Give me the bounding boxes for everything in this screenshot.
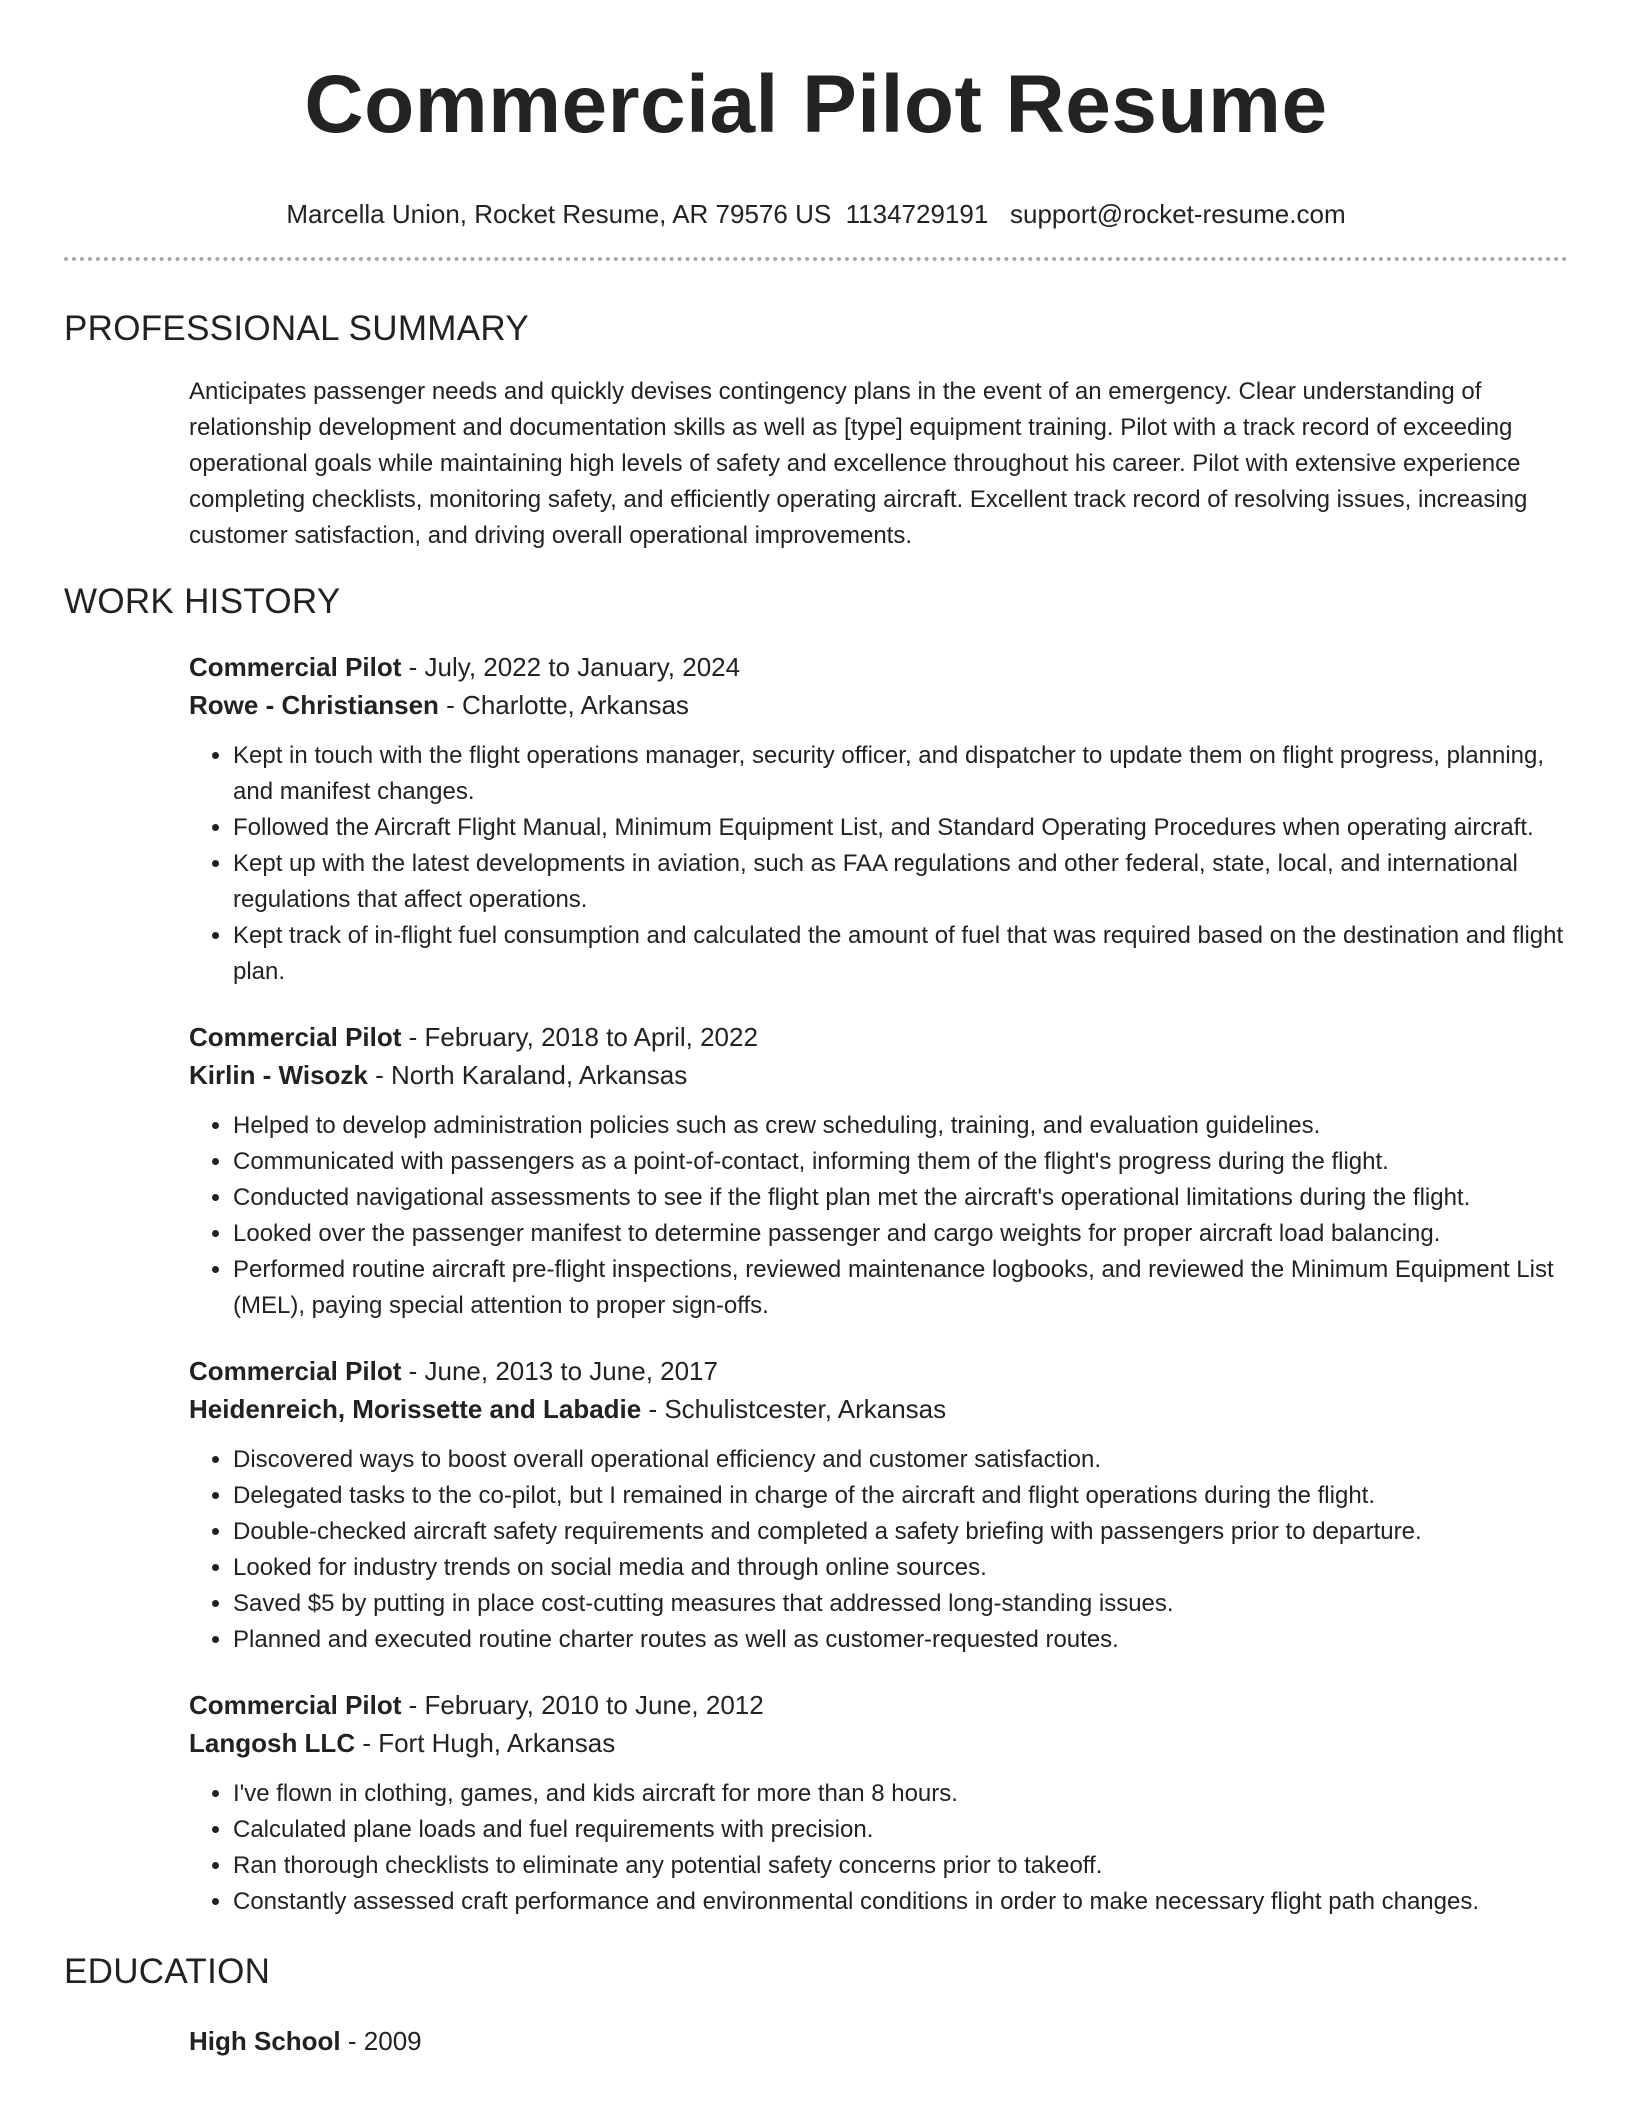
job-dates: - July, 2022 to January, 2024	[401, 652, 741, 682]
education-year: - 2009	[340, 2026, 422, 2056]
job-title: Commercial Pilot	[189, 652, 402, 682]
duty-item: • Kept in touch with the flight operations manager, security officer, and dispatcher to update them on flight progress, planning, and manifest changes.	[233, 738, 1568, 810]
job-dates: - June, 2013 to June, 2017	[401, 1356, 718, 1386]
contact-phone: 1134729191	[845, 199, 989, 229]
job-company-line	[189, 686, 1568, 724]
duty-item: • Communicated with passengers as a point-of-contact, informing them of the flight's progress during the flight.	[233, 1144, 1568, 1180]
job-location: - Fort Hugh, Arkansas	[355, 1728, 616, 1758]
duty-item: • Delegated tasks to the co-pilot, but I remained in charge of the aircraft and flight operations during the flight.	[233, 1478, 1568, 1514]
duty-item: • Conducted navigational assessments to see if the flight plan met the aircraft's operational limitations during the flight.	[233, 1180, 1568, 1216]
duty-item: • Kept track of in-flight fuel consumption and calculated the amount of fuel that was required based on the destination and flight plan.	[233, 918, 1568, 990]
job-company: Kirlin - Wisozk	[189, 1060, 368, 1090]
job-title: Commercial Pilot	[189, 1022, 402, 1052]
duty-item: • Performed routine aircraft pre-flight inspections, reviewed maintenance logbooks, and reviewed the Minimum Equipment List (MEL), paying special attention to proper sign-offs.	[233, 1252, 1568, 1324]
job-title: Commercial Pilot	[189, 1690, 402, 1720]
summary-section	[189, 374, 1568, 554]
contact-address: Marcella Union, Rocket Resume, AR 79576 US	[286, 199, 832, 229]
job-title-line	[189, 1018, 1568, 1056]
job-company-line	[189, 1724, 1568, 1762]
job-entry	[189, 1686, 1568, 1920]
job-location: - Charlotte, Arkansas	[438, 690, 689, 720]
job-entry	[189, 1352, 1568, 1658]
summary-heading: PROFESSIONAL SUMMARY	[64, 309, 529, 348]
job-title-line	[189, 648, 1568, 686]
job-dates: - February, 2010 to June, 2012	[401, 1690, 764, 1720]
education-degree: High School	[189, 2026, 341, 2056]
job-company: Langosh LLC	[189, 1728, 356, 1758]
duty-item: • Calculated plane loads and fuel requirements with precision.	[233, 1812, 1568, 1848]
education-section	[189, 2022, 1568, 2060]
header-divider	[64, 257, 1568, 261]
job-entry	[189, 1018, 1568, 1324]
job-location: - North Karaland, Arkansas	[367, 1060, 688, 1090]
duty-item: • Planned and executed routine charter routes as well as customer-requested routes.	[233, 1622, 1568, 1658]
duty-item: • Discovered ways to boost overall operational efficiency and customer satisfaction.	[233, 1442, 1568, 1478]
job-company-line	[189, 1390, 1568, 1428]
contact-email: support@rocket-resume.com	[1009, 199, 1346, 229]
education-entry	[189, 2022, 1568, 2060]
job-dates: - February, 2018 to April, 2022	[401, 1022, 758, 1052]
duty-item: • Saved $5 by putting in place cost-cutting measures that addressed long-standing issues.	[233, 1586, 1568, 1622]
job-company: Rowe - Christiansen	[189, 690, 439, 720]
job-company: Heidenreich, Morissette and Labadie	[189, 1394, 642, 1424]
summary-text: Anticipates passenger needs and quickly devises contingency plans in the event of an emergency. Clear understanding of relationship development and documentation skills as well as [type] equipment training. Pilot with a track record of exceeding operational goals while maintaining high levels of safety and excellence throughout his career. Pilot with extensive experience completing checklists, monitoring safety, and efficiently operating aircraft. Excellent track record of resolving issues, increasing customer satisfaction, and driving overall operational improvements.	[189, 378, 1528, 549]
duty-item: • I've flown in clothing, games, and kids aircraft for more than 8 hours.	[233, 1776, 1568, 1812]
job-duties	[189, 1776, 1568, 1920]
work-history-heading: WORK HISTORY	[64, 582, 341, 621]
education-heading: EDUCATION	[64, 1952, 271, 1991]
duty-item: • Looked over the passenger manifest to determine passenger and cargo weights for proper aircraft load balancing.	[233, 1216, 1568, 1252]
work-history-section	[189, 648, 1568, 1920]
job-title-line	[189, 1352, 1568, 1390]
job-location: - Schulistcester, Arkansas	[641, 1394, 947, 1424]
contact-line	[64, 197, 1568, 231]
job-title: Commercial Pilot	[189, 1356, 402, 1386]
duty-item: • Looked for industry trends on social media and through online sources.	[233, 1550, 1568, 1586]
resume-title: Commercial Pilot Resume	[304, 59, 1328, 150]
job-company-line	[189, 1056, 1568, 1094]
resume-page	[64, 0, 1568, 2060]
duty-item: • Kept up with the latest developments in aviation, such as FAA regulations and other federal, state, local, and international regulations that affect operations.	[233, 846, 1568, 918]
duty-item: • Helped to develop administration policies such as crew scheduling, training, and evaluation guidelines.	[233, 1108, 1568, 1144]
duty-item: • Ran thorough checklists to eliminate any potential safety concerns prior to takeoff.	[233, 1848, 1568, 1884]
job-entry	[189, 648, 1568, 990]
job-duties	[189, 738, 1568, 990]
job-title-line	[189, 1686, 1568, 1724]
duty-item: • Double-checked aircraft safety requirements and completed a safety briefing with passengers prior to departure.	[233, 1514, 1568, 1550]
duty-item: • Followed the Aircraft Flight Manual, Minimum Equipment List, and Standard Operating Procedures when operating aircraft.	[233, 810, 1568, 846]
job-duties	[189, 1442, 1568, 1658]
duty-item: • Constantly assessed craft performance and environmental conditions in order to make necessary flight path changes.	[233, 1884, 1568, 1920]
job-duties	[189, 1108, 1568, 1324]
